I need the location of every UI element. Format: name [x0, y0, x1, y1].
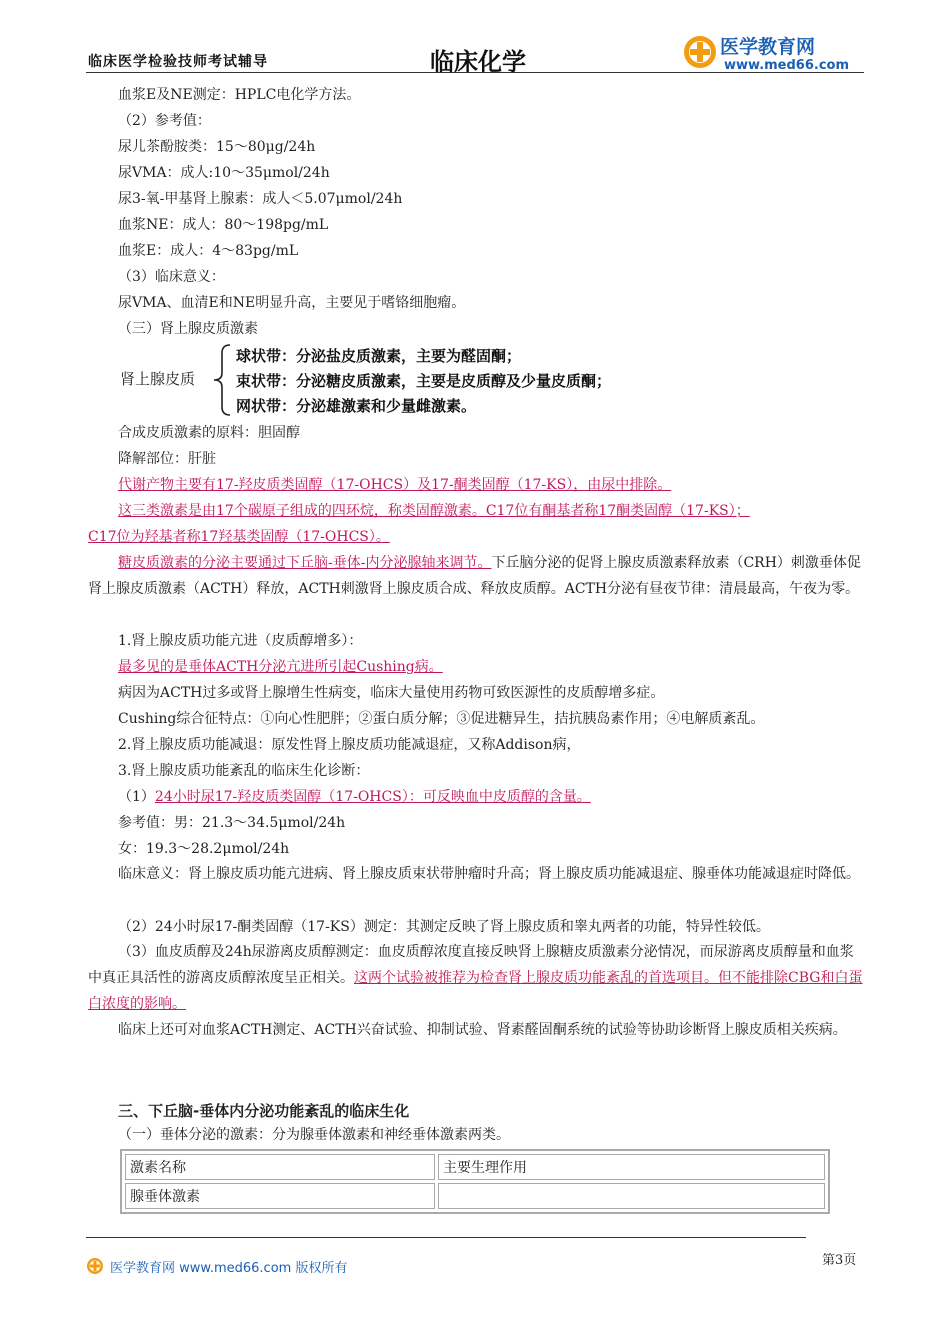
- hormone-table: [120, 1149, 830, 1214]
- site-logo[interactable]: [680, 30, 860, 76]
- logo-icon: [682, 34, 718, 70]
- highlighted-line: 最多见的是垂体ACTH分泌亢进所引起Cushing病。: [118, 659, 443, 675]
- text-line: 降解部位：肝脏: [118, 451, 216, 467]
- text-line: 2.肾上腺皮质功能减退：原发性肾上腺皮质功能减退症，又称Addison病，: [118, 737, 581, 753]
- text-line: 血浆E：成人：4～83pg/mL: [118, 243, 299, 259]
- text-line: （3）临床意义：: [118, 269, 225, 285]
- text-line: 尿3-氧-甲基肾上腺素：成人＜5.07μmol/24h: [118, 191, 403, 207]
- table-header-cell: 激素名称: [125, 1154, 435, 1180]
- section-heading: （三）肾上腺皮质激素: [118, 321, 258, 337]
- highlighted-line: 这三类激素是由17个碳原子组成的四环烷，称类固醇激素。C17位有酮基者称17酮类固醇（17-KS）；: [118, 503, 750, 519]
- paragraph: [88, 939, 866, 1017]
- text-line: （2）参考值：: [118, 113, 211, 129]
- text-line: 女：19.3～28.2μmol/24h: [118, 841, 290, 857]
- diagram-label: 肾上腺皮质: [120, 370, 196, 388]
- logo-url[interactable]: www.med66.com: [724, 58, 850, 73]
- text-line: 尿VMA、血清E和NE明显升高，主要见于嗜铬细胞瘤。: [118, 295, 466, 311]
- paragraph: [88, 550, 866, 602]
- table-header-row: [125, 1154, 825, 1180]
- header-left-title: 临床医学检验技师考试辅导: [88, 54, 268, 70]
- text-line: 1.肾上腺皮质功能亢进（皮质醇增多）：: [118, 633, 363, 649]
- highlighted-line: C17位为羟基者称17羟基类固醇（17-OHCS）。: [88, 529, 390, 545]
- highlighted-line: 代谢产物主要有17-羟皮质类固醇（17-OHCS）及17-酮类固醇（17-KS），由尿中排除。: [118, 477, 672, 493]
- highlighted-text: 24小时尿17-羟皮质类固醇（17-OHCS）：可反映血中皮质醇的含量。: [154, 789, 591, 805]
- logo-name: 医学教育网: [720, 36, 816, 58]
- text-line: 参考值：男：21.3～34.5μmol/24h: [118, 815, 346, 831]
- text-line: 血浆NE：成人：80～198pg/mL: [118, 217, 329, 233]
- text-line: （一）垂体分泌的激素：分为腺垂体激素和神经垂体激素两类。: [118, 1127, 510, 1143]
- text-line: [118, 787, 591, 807]
- table-cell: 腺垂体激素: [125, 1183, 435, 1209]
- table-row: [125, 1183, 825, 1209]
- paragraph-text: （3）血皮质醇及24h尿游离皮质醇测定：血皮质醇浓度直接反映肾上腺糖皮质激素分泌情况，而尿游离皮质醇量和血浆中真正具活性的游离皮质醇浓度呈正相关。: [88, 944, 854, 986]
- highlighted-text: 糖皮质激素的分泌主要通过下丘脑-垂体-内分泌腺轴来调节。: [118, 555, 492, 571]
- brace-icon: [210, 343, 232, 417]
- text-line: Cushing综合征特点：①向心性肥胖；②蛋白质分解；③促进糖异生，拮抗胰岛素作用；④电解质紊乱。: [118, 711, 765, 727]
- footer-rule: [86, 1237, 806, 1238]
- text-line: 尿VMA：成人:10～35μmol/24h: [118, 165, 330, 181]
- paragraph-text: 下丘脑分泌的促肾上腺皮质激素释放素（CRH）刺激垂体促肾上腺皮质激素（ACTH）释放，ACTH刺激肾上腺皮质合成、释放皮质醇。ACTH分泌有昼夜节律：清晨最高，午夜为零。: [88, 555, 861, 597]
- text-line: （2）24小时尿17-酮类固醇（17-KS）测定：其测定反映了肾上腺皮质和睾丸两者的功能，特异性较低。: [118, 919, 770, 935]
- highlighted-text: 这两个试验被推荐为检查肾上腺皮质功能紊乱的首选项目。但不能排除CBG和白蛋白浓度的影响。: [88, 970, 863, 1012]
- paragraph: 临床意义：肾上腺皮质功能亢进病、肾上腺皮质束状带肿瘤时升高；肾上腺皮质功能减退症、腺垂体功能减退症时降低。: [118, 866, 860, 882]
- diagram-item: 球状带：分泌盐皮质激素，主要为醛固酮；: [236, 347, 522, 365]
- header-center-title: 临床化学: [430, 48, 526, 76]
- text-line: 病因为ACTH过多或肾上腺增生性病变，临床大量使用药物可致医源性的皮质醇增多症。: [118, 685, 665, 701]
- header-rule: [86, 72, 864, 73]
- text-line: 合成皮质激素的原料：胆固醇: [118, 425, 300, 441]
- diagram-item: 网状带：分泌雄激素和少量雌激素。: [236, 397, 477, 415]
- text-line: 血浆E及NE测定：HPLC电化学方法。: [118, 87, 361, 103]
- footer-logo-icon: [86, 1257, 104, 1275]
- table-header-cell: 主要生理作用: [438, 1154, 825, 1180]
- table-cell: [438, 1183, 825, 1209]
- paragraph: 临床上还可对血浆ACTH测定、ACTH兴奋试验、抑制试验、肾素醛固酮系统的试验等协助诊断肾上腺皮质相关疾病。: [118, 1022, 847, 1038]
- text-line: 3.肾上腺皮质功能紊乱的临床生化诊断：: [118, 763, 370, 779]
- item-number: （1）: [118, 789, 155, 805]
- page-number: 第3页: [822, 1253, 857, 1268]
- footer-copyright[interactable]: 医学教育网 www.med66.com 版权所有: [110, 1261, 348, 1276]
- text-line: 尿儿茶酚胺类：15～80μg/24h: [118, 139, 316, 155]
- diagram-item: 束状带：分泌糖皮质激素，主要是皮质醇及少量皮质酮；: [236, 372, 612, 390]
- section-heading: 三、下丘脑-垂体内分泌功能紊乱的临床生化: [118, 1102, 410, 1120]
